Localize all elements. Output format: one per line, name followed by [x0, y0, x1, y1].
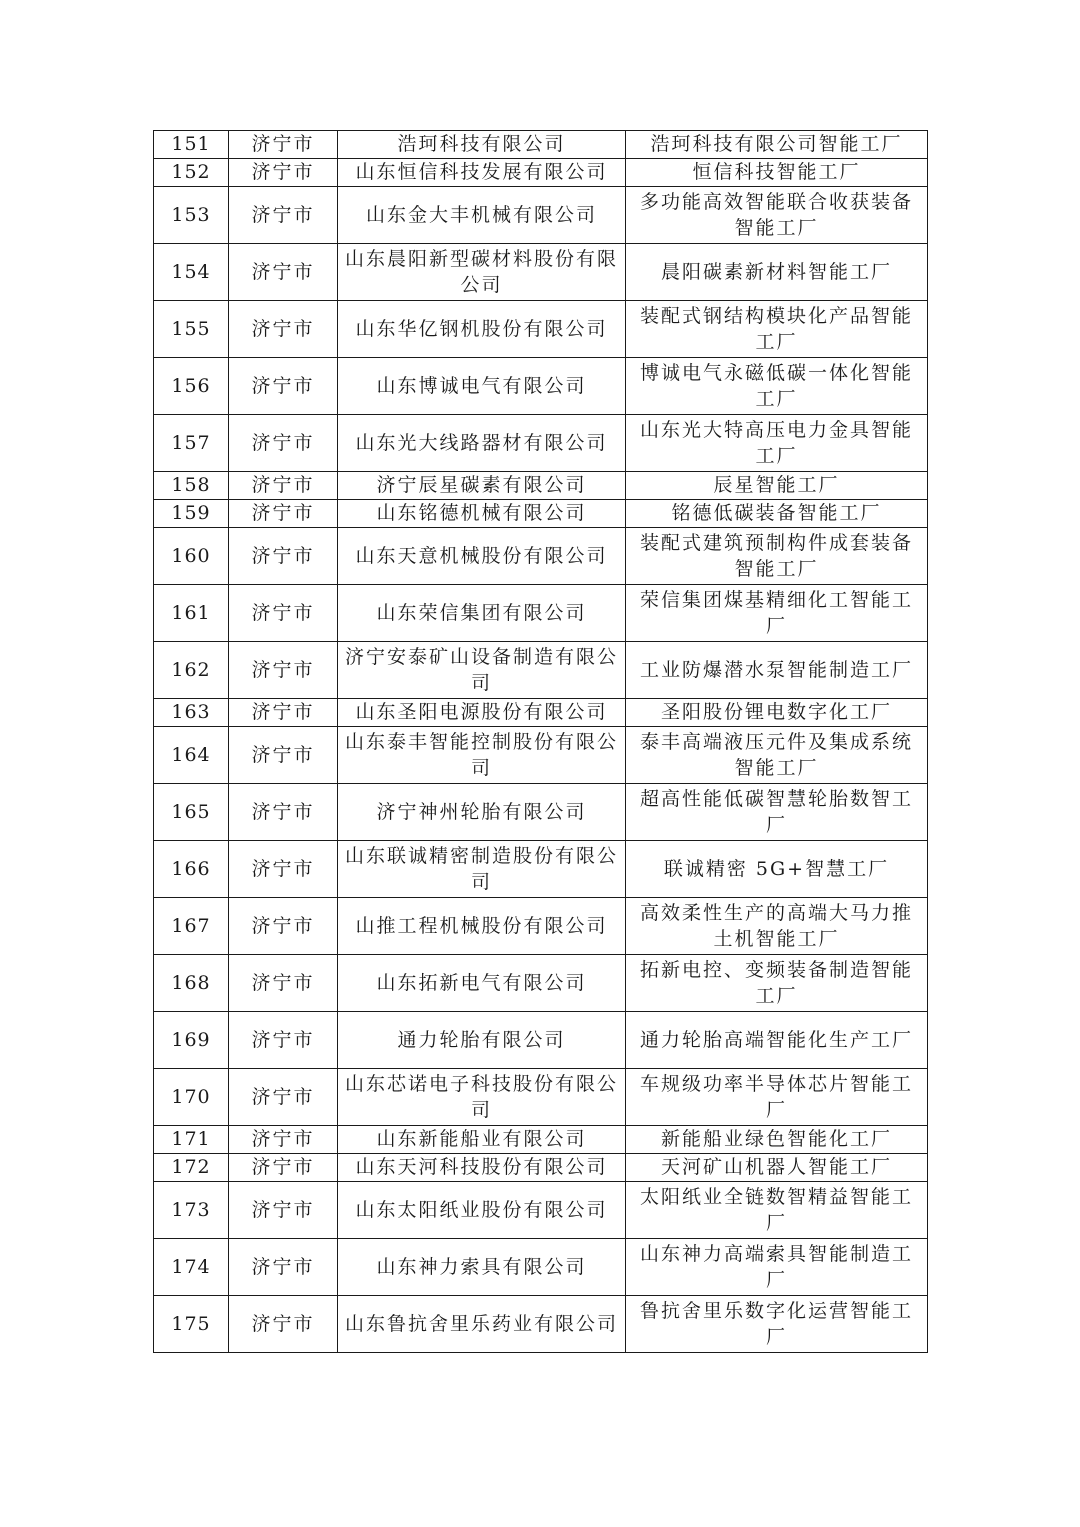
city-cell: 济宁市: [229, 699, 338, 727]
factory-name-cell: 荣信集团煤基精细化工智能工厂: [626, 585, 928, 642]
city-cell: 济宁市: [229, 642, 338, 699]
company-name-cell: 山东晨阳新型碳材料股份有限公司: [338, 244, 626, 301]
row-number-cell: 156: [154, 358, 229, 415]
table-row: [154, 1296, 928, 1353]
table-row: [154, 131, 928, 159]
factory-name-cell: 晨阳碳素新材料智能工厂: [626, 244, 928, 301]
company-name-cell: 山东太阳纸业股份有限公司: [338, 1182, 626, 1239]
company-name-cell: 山东天意机械股份有限公司: [338, 528, 626, 585]
company-name-cell: 济宁安泰矿山设备制造有限公司: [338, 642, 626, 699]
company-name-cell: 山东金大丰机械有限公司: [338, 187, 626, 244]
table-row: [154, 187, 928, 244]
factory-name-cell: 联诚精密 5G+智慧工厂: [626, 841, 928, 898]
company-name-cell: 山东天河科技股份有限公司: [338, 1154, 626, 1182]
row-number-cell: 153: [154, 187, 229, 244]
city-cell: 济宁市: [229, 898, 338, 955]
factory-name-cell: 装配式钢结构模块化产品智能工厂: [626, 301, 928, 358]
company-name-cell: 济宁辰星碳素有限公司: [338, 472, 626, 500]
row-number-cell: 157: [154, 415, 229, 472]
factory-name-cell: 新能船业绿色智能化工厂: [626, 1126, 928, 1154]
table-row: [154, 1012, 928, 1069]
row-number-cell: 152: [154, 159, 229, 187]
company-name-cell: 山东新能船业有限公司: [338, 1126, 626, 1154]
city-cell: 济宁市: [229, 500, 338, 528]
city-cell: 济宁市: [229, 841, 338, 898]
row-number-cell: 167: [154, 898, 229, 955]
city-cell: 济宁市: [229, 131, 338, 159]
row-number-cell: 164: [154, 727, 229, 784]
factory-name-cell: 辰星智能工厂: [626, 472, 928, 500]
city-cell: 济宁市: [229, 244, 338, 301]
company-name-cell: 山东华亿钢机股份有限公司: [338, 301, 626, 358]
city-cell: 济宁市: [229, 955, 338, 1012]
city-cell: 济宁市: [229, 1296, 338, 1353]
factory-name-cell: 山东神力高端索具智能制造工厂: [626, 1239, 928, 1296]
factory-name-cell: 太阳纸业全链数智精益智能工厂: [626, 1182, 928, 1239]
table-row: [154, 1182, 928, 1239]
city-cell: 济宁市: [229, 472, 338, 500]
city-cell: 济宁市: [229, 784, 338, 841]
company-name-cell: 山东铭德机械有限公司: [338, 500, 626, 528]
row-number-cell: 162: [154, 642, 229, 699]
row-number-cell: 151: [154, 131, 229, 159]
factory-name-cell: 鲁抗舍里乐数字化运营智能工厂: [626, 1296, 928, 1353]
row-number-cell: 154: [154, 244, 229, 301]
row-number-cell: 161: [154, 585, 229, 642]
table-row: [154, 1126, 928, 1154]
factory-name-cell: 车规级功率半导体芯片智能工厂: [626, 1069, 928, 1126]
table-row: [154, 642, 928, 699]
company-name-cell: 山东芯诺电子科技股份有限公司: [338, 1069, 626, 1126]
factory-name-cell: 工业防爆潜水泵智能制造工厂: [626, 642, 928, 699]
table-row: [154, 841, 928, 898]
factory-name-cell: 浩珂科技有限公司智能工厂: [626, 131, 928, 159]
table-row: [154, 415, 928, 472]
table-row: [154, 699, 928, 727]
factory-list-table: [153, 130, 928, 1353]
city-cell: 济宁市: [229, 1126, 338, 1154]
table-row: [154, 358, 928, 415]
city-cell: 济宁市: [229, 585, 338, 642]
table-row: [154, 301, 928, 358]
row-number-cell: 173: [154, 1182, 229, 1239]
company-name-cell: 山推工程机械股份有限公司: [338, 898, 626, 955]
table-body: [154, 131, 928, 1353]
table-row: [154, 244, 928, 301]
city-cell: 济宁市: [229, 1012, 338, 1069]
company-name-cell: 山东拓新电气有限公司: [338, 955, 626, 1012]
row-number-cell: 170: [154, 1069, 229, 1126]
table-row: [154, 585, 928, 642]
row-number-cell: 160: [154, 528, 229, 585]
city-cell: 济宁市: [229, 187, 338, 244]
row-number-cell: 168: [154, 955, 229, 1012]
table-row: [154, 1154, 928, 1182]
table-row: [154, 955, 928, 1012]
row-number-cell: 165: [154, 784, 229, 841]
city-cell: 济宁市: [229, 528, 338, 585]
factory-name-cell: 装配式建筑预制构件成套装备智能工厂: [626, 528, 928, 585]
row-number-cell: 159: [154, 500, 229, 528]
company-name-cell: 浩珂科技有限公司: [338, 131, 626, 159]
table-row: [154, 898, 928, 955]
company-name-cell: 山东神力索具有限公司: [338, 1239, 626, 1296]
company-name-cell: 山东光大线路器材有限公司: [338, 415, 626, 472]
city-cell: 济宁市: [229, 159, 338, 187]
company-name-cell: 山东联诚精密制造股份有限公司: [338, 841, 626, 898]
factory-name-cell: 泰丰高端液压元件及集成系统智能工厂: [626, 727, 928, 784]
row-number-cell: 172: [154, 1154, 229, 1182]
city-cell: 济宁市: [229, 1239, 338, 1296]
table-row: [154, 500, 928, 528]
row-number-cell: 158: [154, 472, 229, 500]
table-row: [154, 159, 928, 187]
factory-name-cell: 通力轮胎高端智能化生产工厂: [626, 1012, 928, 1069]
table-row: [154, 1239, 928, 1296]
factory-name-cell: 拓新电控、变频装备制造智能工厂: [626, 955, 928, 1012]
table-row: [154, 727, 928, 784]
table-row: [154, 784, 928, 841]
row-number-cell: 166: [154, 841, 229, 898]
city-cell: 济宁市: [229, 1182, 338, 1239]
factory-name-cell: 山东光大特高压电力金具智能工厂: [626, 415, 928, 472]
city-cell: 济宁市: [229, 415, 338, 472]
row-number-cell: 155: [154, 301, 229, 358]
factory-name-cell: 铭德低碳装备智能工厂: [626, 500, 928, 528]
company-name-cell: 山东荣信集团有限公司: [338, 585, 626, 642]
city-cell: 济宁市: [229, 1154, 338, 1182]
table-row: [154, 1069, 928, 1126]
factory-name-cell: 博诚电气永磁低碳一体化智能工厂: [626, 358, 928, 415]
table-row: [154, 528, 928, 585]
city-cell: 济宁市: [229, 358, 338, 415]
company-name-cell: 济宁神州轮胎有限公司: [338, 784, 626, 841]
company-name-cell: 通力轮胎有限公司: [338, 1012, 626, 1069]
row-number-cell: 175: [154, 1296, 229, 1353]
table-row: [154, 472, 928, 500]
company-name-cell: 山东博诚电气有限公司: [338, 358, 626, 415]
row-number-cell: 171: [154, 1126, 229, 1154]
company-name-cell: 山东鲁抗舍里乐药业有限公司: [338, 1296, 626, 1353]
factory-name-cell: 天河矿山机器人智能工厂: [626, 1154, 928, 1182]
company-name-cell: 山东恒信科技发展有限公司: [338, 159, 626, 187]
company-name-cell: 山东圣阳电源股份有限公司: [338, 699, 626, 727]
factory-name-cell: 多功能高效智能联合收获装备智能工厂: [626, 187, 928, 244]
city-cell: 济宁市: [229, 301, 338, 358]
row-number-cell: 169: [154, 1012, 229, 1069]
factory-name-cell: 高效柔性生产的高端大马力推土机智能工厂: [626, 898, 928, 955]
city-cell: 济宁市: [229, 1069, 338, 1126]
city-cell: 济宁市: [229, 727, 338, 784]
factory-name-cell: 恒信科技智能工厂: [626, 159, 928, 187]
row-number-cell: 174: [154, 1239, 229, 1296]
row-number-cell: 163: [154, 699, 229, 727]
factory-name-cell: 圣阳股份锂电数字化工厂: [626, 699, 928, 727]
company-name-cell: 山东泰丰智能控制股份有限公司: [338, 727, 626, 784]
factory-name-cell: 超高性能低碳智慧轮胎数智工厂: [626, 784, 928, 841]
